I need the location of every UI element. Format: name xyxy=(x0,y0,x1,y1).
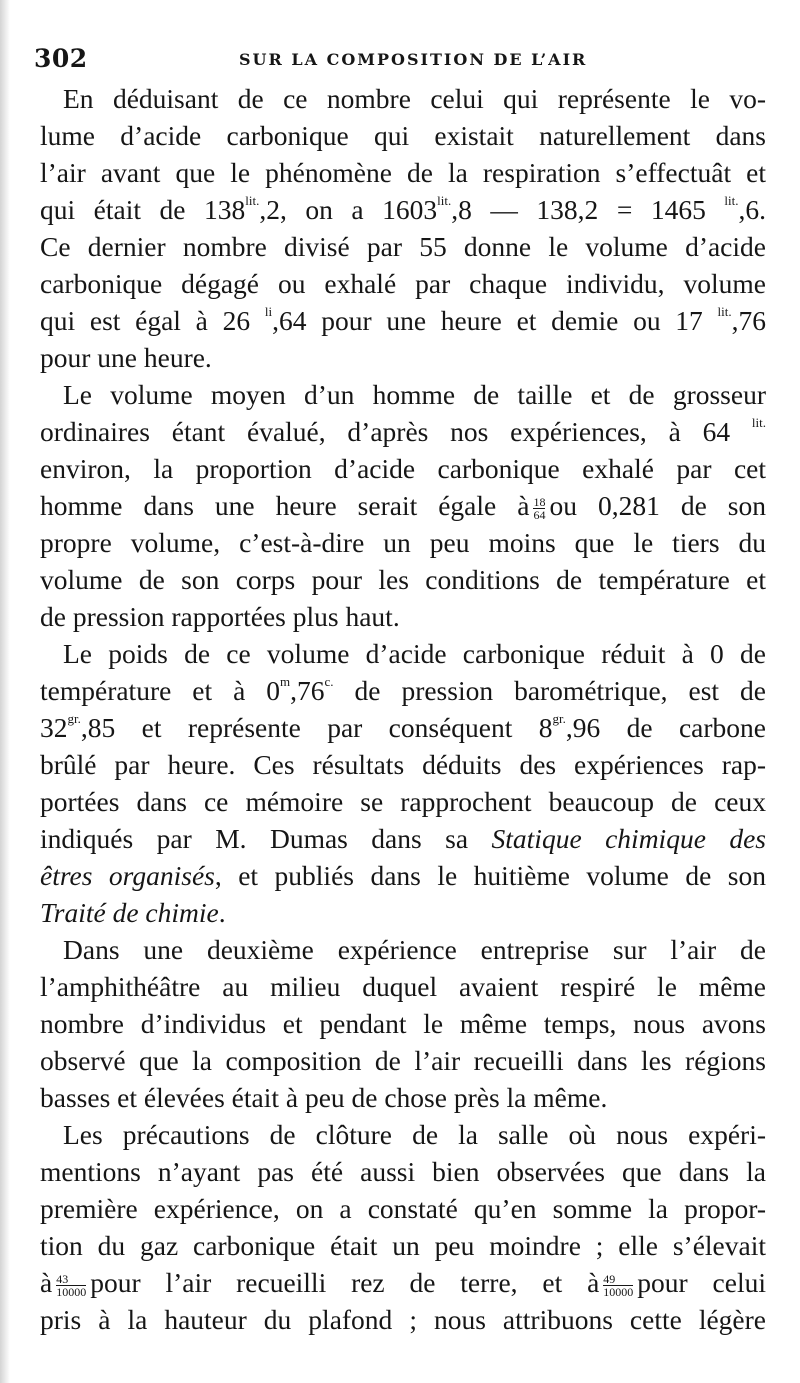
unit-superscript: lit. xyxy=(724,193,739,208)
text-line: basses et élevées était à peu de chose près la même. xyxy=(40,1082,608,1113)
text-line: Ce dernier nombre divisé par 55 donne le volume d’acide xyxy=(40,231,766,262)
text-line: brûlé par heure. Ces résultats déduits des expériences rap- xyxy=(40,749,766,780)
text-line: ordinaires étant évalué, d’après nos expériences, à 64 $^{lit.}$ xyxy=(40,415,766,447)
text-line: qui est égal à 26 $^{li}$,64 pour une heure et demie ou 17 $^{lit.}$,76 xyxy=(40,304,767,336)
text-line: Traité de chimie. xyxy=(40,897,226,928)
fraction: $\frac{43}{10000}$ xyxy=(56,1272,87,1300)
text-line: nombre d’individus et pendant le même temps, nous avons xyxy=(40,1008,766,1039)
text-line: l’amphithéâtre au milieu duquel avaient respiré le même xyxy=(40,971,766,1002)
text-line: observé que la composition de l’air recueilli dans les régions xyxy=(40,1045,766,1076)
page-number: 302 xyxy=(34,44,88,73)
page-spine-shadow xyxy=(0,0,10,1383)
paragraph-5 xyxy=(40,1116,766,1338)
unit-superscript: lit. xyxy=(245,193,260,208)
fraction: $\frac{49}{10000}$ xyxy=(603,1272,634,1300)
text-line: Le volume moyen d’un homme de taille et de grosseur xyxy=(63,379,766,410)
unit-superscript: lit. xyxy=(717,304,732,319)
paragraph-2 xyxy=(40,376,766,635)
text-line: qui était de $138^{lit.},2$, on a $1603^{lit.},8$ — 138,2 = 1465 $^{lit.}$,6. xyxy=(40,193,766,225)
text-line: à $\frac{43}{10000}$ pour l’air recueilli rez de terre, et à $\frac{49}{10000}$ pour celui xyxy=(40,1267,766,1300)
text-line: lume d’acide carbonique qui existait naturellement dans xyxy=(40,120,766,151)
text-line: environ, la proportion d’acide carbonique exhalé par cet xyxy=(40,453,766,484)
text-line: indiqués par M. Dumas dans sa Statique chimique des xyxy=(40,823,767,854)
text-line: En déduisant de ce nombre celui qui représente le vo- xyxy=(63,83,766,114)
page-body xyxy=(40,80,766,1338)
running-title: SUR LA COMPOSITION DE L’AIR xyxy=(239,50,588,69)
unit-superscript: c. xyxy=(324,674,334,689)
text-line: volume de son corps pour les conditions de température et xyxy=(40,564,766,595)
page-header xyxy=(34,44,774,74)
unit-superscript: gr. xyxy=(67,711,81,726)
text-line: homme dans une heure serait égale à $\frac{18}{64}$ ou 0,281 de son xyxy=(40,490,766,523)
italic-title: êtres organisés xyxy=(40,860,215,891)
text-line: carbonique dégagé ou exhalé par chaque individu, volume xyxy=(40,268,766,299)
text-line: température et à $0^m,76^{c.}$ de pression barométrique, est de xyxy=(40,674,766,706)
unit-superscript: m xyxy=(280,674,291,689)
text-line: tion du gaz carbonique était un peu moindre ; elle s’élevait xyxy=(40,1230,766,1261)
paragraph-3 xyxy=(40,635,766,931)
text-line: Les précautions de clôture de la salle où nous expéri- xyxy=(63,1119,766,1150)
text-line: première expérience, on a constaté qu’en somme la propor- xyxy=(40,1193,766,1224)
text-line: pour une heure. xyxy=(40,342,212,373)
text-line: portées dans ce mémoire se rapprochent beaucoup de ceux xyxy=(40,786,766,817)
italic-title: Traité de chimie xyxy=(40,897,219,928)
italic-title: Statique chimique des xyxy=(491,823,767,854)
text-line: mentions n’ayant pas été aussi bien observées que dans la xyxy=(40,1156,766,1187)
text-line: Le poids de ce volume d’acide carbonique réduit à 0 de xyxy=(63,638,766,669)
text-line: propre volume, c’est-à-dire un peu moins que le tiers du xyxy=(40,527,766,558)
unit-superscript: lit. xyxy=(751,415,766,430)
text-line: l’air avant que le phénomène de la respiration s’effectuât et xyxy=(40,157,766,188)
text-line: $32^{gr.},85$ et représente par conséquent $8^{gr.},96$ de carbone xyxy=(40,711,766,743)
text-line: de pression rapportées plus haut. xyxy=(40,601,400,632)
text-line: Dans une deuxième expérience entreprise sur l’air de xyxy=(63,934,766,965)
unit-superscript: lit. xyxy=(437,193,452,208)
paragraph-1 xyxy=(40,80,766,376)
fraction: $\frac{18}{64}$ xyxy=(533,495,546,523)
paragraph-4 xyxy=(40,931,766,1116)
unit-superscript: gr. xyxy=(552,711,566,726)
text-line: pris à la hauteur du plafond ; nous attribuons cette légère xyxy=(40,1304,766,1335)
text-line: êtres organisés, et publiés dans le huitième volume de son xyxy=(40,860,767,891)
unit-superscript: li xyxy=(264,304,273,319)
